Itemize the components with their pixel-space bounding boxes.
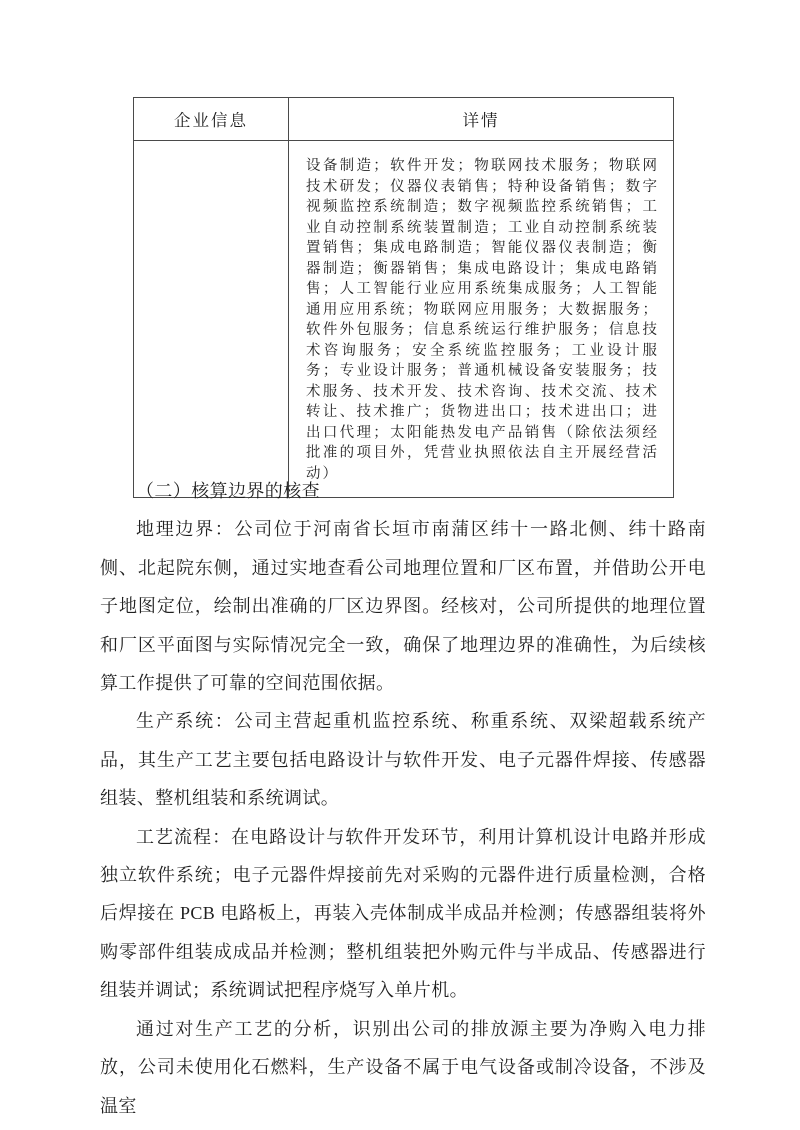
table-header-company-info: 企业信息: [134, 98, 289, 141]
business-scope-cell: 设备制造；软件开发；物联网技术服务；物联网技术研发；仪器仪表销售；特种设备销售；数字视频监控系统制造；数字视频监控系统销售；工业自动控制系统装置制造；工业自动控制系统装置销售；集成电路制造；智能仪器仪表制造；衡器制造；衡器销售；集成电路设计；集成电路销售；人工智能行业应用系统集成服务；人工智能通用应用系统；物联网应用服务；大数据服务；软件外包服务；信息系统运行维护服务；信息技术咨询服务；安全系统监控服务；工业设计服务；专业设计服务；普通机械设备安装服务；技术服务、技术开发、技术咨询、技术交流、技术转让、技术推广；货物进出口；技术进出口；进出口代理；太阳能热发电产品销售（除依法须经批准的项目外，凭营业执照依法自主开展经营活动）: [289, 141, 674, 498]
paragraph-geographic-boundary: 地理边界：公司位于河南省长垣市南蒲区纬十一路北侧、纬十路南侧、北起院东侧，通过实地查看公司地理位置和厂区布置，并借助公开电子地图定位，绘制出准确的厂区边界图。经核对，公司所提供的地理位置和厂区平面图与实际情况完全一致，确保了地理边界的准确性，为后续核算工作提供了可靠的空间范围依据。: [100, 519, 706, 694]
paragraph-emission-source: 通过对生产工艺的分析，识别出公司的排放源主要为净购入电力排放，公司未使用化石燃料，生产设备不属于电气设备或制冷设备，不涉及温室: [100, 1018, 706, 1116]
section-heading: （二）核算边界的核查: [136, 481, 320, 501]
table-header-detail: 详情: [289, 98, 674, 141]
table-header-row: [134, 98, 674, 141]
paragraph-process-flow: 工艺流程：在电路设计与软件开发环节，利用计算机设计电路并形成独立软件系统；电子元器件焊接前先对采购的元器件进行质量检测，合格后焊接在 PCB 电路板上，再装入壳体制成半成品并检测；传感器组装将外购零部件组装成成品并检测；整机组装把外购元件与半成品、传感器进行组装并调试；系统调试把程序烧写入单片机。: [100, 826, 706, 1001]
body-text: [100, 472, 706, 1125]
enterprise-info-table: [133, 97, 674, 498]
table-row: [134, 141, 674, 498]
paragraph-production-system: 生产系统：公司主营起重机监控系统、称重系统、双梁超载系统产品，其生产工艺主要包括电路设计与软件开发、电子元器件焊接、传感器组装、整机组装和系统调试。: [100, 711, 706, 809]
empty-label-cell: [134, 141, 289, 498]
